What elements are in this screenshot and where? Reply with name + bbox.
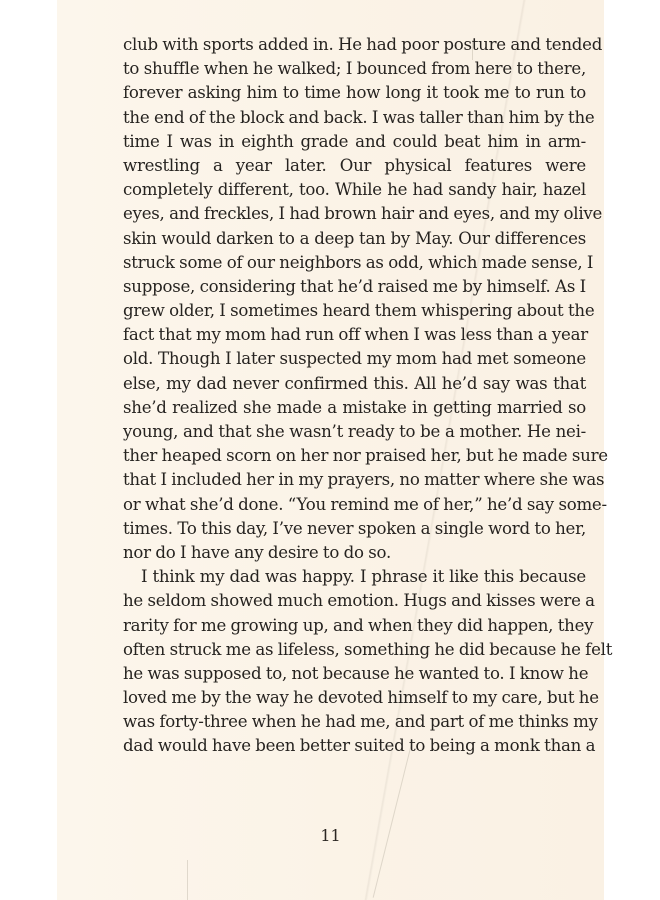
text-line: wrestling a year later. Our physical features were: [123, 155, 586, 175]
body-text: [123, 33, 613, 759]
text-line: grew older, I sometimes heard them whispering about the: [123, 301, 595, 321]
text-line: suppose, considering that he’d raised me by himself. As I: [123, 276, 586, 296]
text-line: dad would have been better suited to being a monk than a: [123, 736, 596, 756]
text-line: or what she’d done. “You remind me of her,” he’d say some-: [123, 494, 607, 514]
text-line: rarity for me growing up, and when they did happen, they: [123, 615, 594, 635]
text-line: was forty-three when he had me, and part of me thinks my: [123, 712, 598, 732]
text-line: the end of the block and back. I was taller than him by the: [123, 107, 595, 127]
text-line: loved me by the way he devoted himself to my care, but he: [123, 688, 599, 708]
text-line: ther heaped scorn on her nor praised her, but he made sure: [123, 446, 608, 466]
book-page: [57, 0, 613, 900]
text-line: young, and that she wasn’t ready to be a mother. He nei-: [123, 422, 586, 441]
text-line: else, my dad never confirmed this. All he’d say was that: [123, 373, 586, 393]
paper-crease: [187, 860, 188, 900]
page-number: 11: [320, 826, 341, 845]
text-line-paragraph-start: I think my dad was happy. I phrase it like this because: [141, 567, 586, 587]
text-line: club with sports added in. He had poor posture and tended: [123, 35, 603, 54]
text-line: skin would darken to a deep tan by May. Our differences: [123, 228, 586, 248]
text-line: struck some of our neighbors as odd, which made sense, I: [123, 252, 594, 272]
text-line-paragraph-end: nor do I have any desire to do so.: [123, 542, 391, 562]
text-line: to shuffle when he walked; I bounced from here to there,: [123, 59, 586, 79]
paper-crease: [373, 742, 413, 897]
text-line: often struck me as lifeless, something he did because he felt: [123, 639, 613, 659]
text-line: eyes, and freckles, I had brown hair and eyes, and my olive: [123, 204, 603, 224]
text-line: that I included her in my prayers, no matter where she was: [123, 470, 605, 490]
text-line: time I was in eighth grade and could beat him in arm-: [123, 131, 586, 151]
text-line: fact that my mom had run off when I was less than a year: [123, 325, 588, 345]
text-line: old. Though I later suspected my mom had met someone: [123, 349, 586, 369]
text-line: completely different, too. While he had sandy hair, hazel: [123, 180, 586, 200]
text-line: he was supposed to, not because he wanted to. I know he: [123, 663, 589, 683]
text-line: forever asking him to time how long it took me to run to: [123, 83, 586, 103]
text-line: she’d realized she made a mistake in getting married so: [123, 397, 586, 417]
text-line: he seldom showed much emotion. Hugs and kisses were a: [123, 591, 595, 611]
text-line: times. To this day, I’ve never spoken a single word to her,: [123, 518, 586, 538]
